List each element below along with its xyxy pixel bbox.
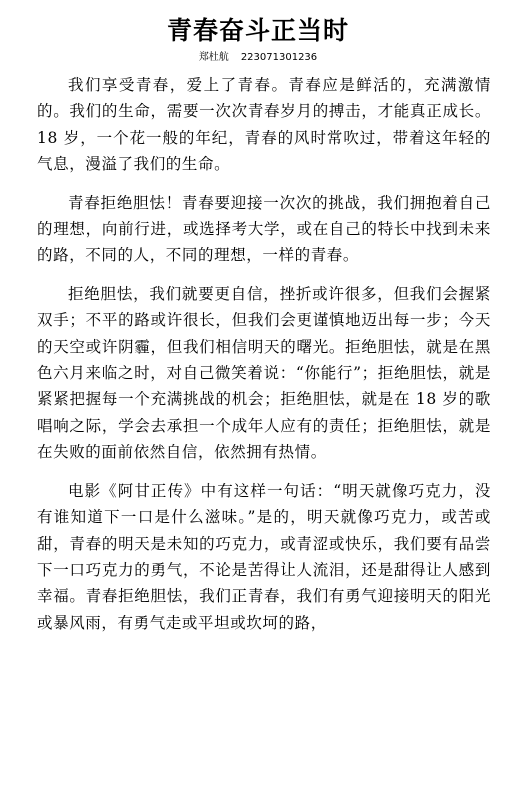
document-title: 青春奋斗正当时 (166, 16, 349, 45)
paragraph: 电影《阿甘正传》中有这样一句话：“明天就像巧克力，没有谁知道下一口是什么滋味。”是的，明天就像巧克力，或苦或甜，青春的明天是未知的巧克力，或青涩或快乐，我们要有品尝下一口巧克力的勇气，不论是苦得让人流泪，还是甜得让人感到幸福。青春拒绝胆怯，我们正青春，我们有勇气迎接明天的阳光或暴风雨，有勇气走或平坦或坎坷的路， (37, 481, 491, 632)
paragraph: 我们享受青春，爱上了青春。青春应是鲜活的，充满激情的。我们的生命，需要一次次青春岁月的搏击，才能真正成长。18 岁，一个花一般的年纪，青春的风时常吹过，带着这年轻的气息，漫溢了我们的生命。 (37, 76, 491, 174)
paragraph: 拒绝胆怯，我们就要更自信，挫折或许很多，但我们会握紧双手；不平的路或许很长，但我们会更谨慎地迈出每一步；今天的天空或许阴霾，但我们相信明天的曙光。拒绝胆怯，就是在黑色六月来临之时，对自己微笑着说：“你能行”；拒绝胆怯，就是紧紧把握每一个充满挑战的机会；拒绝胆怯，就是在 18 岁的歌唱响之际，学会去承担一个成年人应有的责任；拒绝胆怯，就是在失败的面前依然自信，依然拥有热情。 (37, 284, 491, 462)
paragraph: 青春拒绝胆怯！青春要迎接一次次的挑战，我们拥抱着自己的理想，向前行进，或选择考大学，或在自己的特长中找到未来的路，不同的人，不同的理想，一样的青春。 (37, 193, 491, 265)
article-body (37, 72, 491, 648)
student-id: 223071301236 (240, 52, 318, 63)
byline (0, 51, 516, 65)
author-name: 郑杜航 (198, 52, 229, 63)
